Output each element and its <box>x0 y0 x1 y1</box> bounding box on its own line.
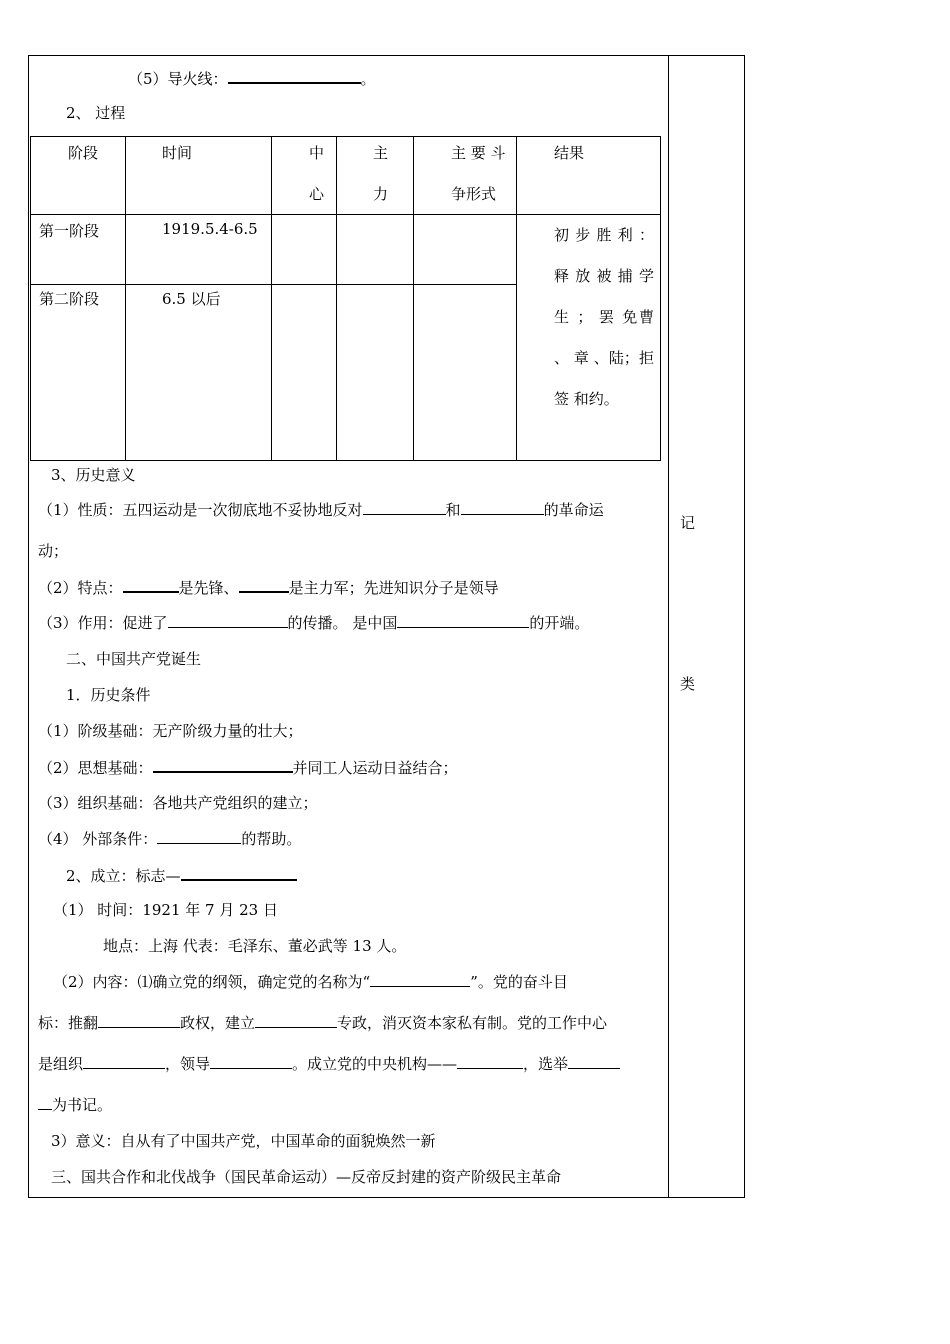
time-line: （1） 时间：1921 年 7 月 23 日 <box>53 901 278 919</box>
side-note-char-1: 记 <box>680 514 696 532</box>
header-stage: 阶段 <box>68 144 99 162</box>
condition-1: （1）阶级基础：无产阶级力量的壮大； <box>38 722 303 740</box>
content-line-3: 是组织 ，领导 。成立党的中央机构—— ，选举 <box>38 1054 620 1074</box>
blank <box>397 613 529 628</box>
blank <box>568 1054 620 1069</box>
process-title: 2、 过程 <box>66 104 126 122</box>
content-line-2: 标：推翻 政权，建立 专政，消灭资本家私有制。党的工作中心 <box>38 1014 608 1032</box>
side-note-char-2: 类 <box>680 675 696 693</box>
result-text: 初 步 胜 利 ：释 放 被 捕 学生 ； 罢 免曹 、 章 、陆；拒 签 和约。 <box>554 226 654 409</box>
significance-title: 3、历史意义 <box>51 466 136 484</box>
nature-line: （1）性质：五四运动是一次彻底地不妥协地反对 和 的革命运 <box>38 501 604 519</box>
blank <box>239 577 289 593</box>
blank <box>363 500 446 515</box>
blank <box>255 1013 337 1028</box>
header-main-force-2: 力 <box>373 185 389 203</box>
table-row <box>31 215 661 285</box>
header-time: 时间 <box>162 144 193 162</box>
header-center-1: 中 <box>309 144 325 162</box>
condition-3: （3）组织基础：各地共产党组织的建立； <box>38 794 318 812</box>
place-line: 地点：上海 代表：毛泽东、董必武等 13 人。 <box>103 937 407 955</box>
blank <box>210 1054 292 1069</box>
header-form-1: 主 要 斗 <box>451 144 506 162</box>
conditions-title: 1．历史条件 <box>66 686 151 704</box>
nature-line-cont: 动； <box>38 542 69 560</box>
row2-time: 6.5 以后 <box>162 290 221 309</box>
section-3-title: 三、国共合作和北伐战争（国民革命运动）—反帝反封建的资产阶级民主革命 <box>51 1168 562 1186</box>
header-result: 结果 <box>554 144 585 162</box>
ccp-title: 二、中国共产党诞生 <box>66 650 202 668</box>
process-table <box>30 136 661 461</box>
content-line-1: （2）内容：⑴确立党的纲领，确定党的名称为“ ”。党的奋斗目 <box>53 973 568 991</box>
row1-time: 1919.5.4-6.5 <box>162 220 258 239</box>
blank <box>123 577 179 593</box>
blank <box>457 1054 523 1069</box>
effect-line: （3）作用：促进了 的传播。 是中国 的开端。 <box>38 614 590 632</box>
blank <box>168 613 288 628</box>
blank <box>98 1013 180 1028</box>
blank <box>83 1054 165 1069</box>
feature-line: （2）特点： 是先锋、 是主力军；先进知识分子是领导 <box>38 579 499 597</box>
content-line-4: 为书记。 <box>38 1095 112 1115</box>
fuse-blank <box>228 68 361 84</box>
blank <box>157 829 241 844</box>
column-divider <box>668 55 669 1198</box>
row2-stage: 第二阶段 <box>39 290 100 309</box>
founding-line: 2、成立：标志— <box>66 865 297 886</box>
condition-4: （4） 外部条件： 的帮助。 <box>38 830 302 848</box>
blank <box>153 757 293 773</box>
blank <box>38 1095 52 1110</box>
row1-stage: 第一阶段 <box>39 222 100 241</box>
blank <box>370 972 470 987</box>
fuse-line: （5）导火线： 。 <box>128 70 376 88</box>
table-header-row <box>31 137 661 215</box>
condition-2: （2）思想基础： 并同工人运动日益结合； <box>38 759 458 777</box>
meaning-line: 3）意义：自从有了中国共产党，中国革命的面貌焕然一新 <box>51 1132 436 1150</box>
blank <box>461 500 544 515</box>
header-main-force-1: 主 <box>373 144 389 162</box>
header-form-2: 争形式 <box>451 185 497 203</box>
blank <box>181 865 297 881</box>
header-center-2: 心 <box>309 185 325 203</box>
